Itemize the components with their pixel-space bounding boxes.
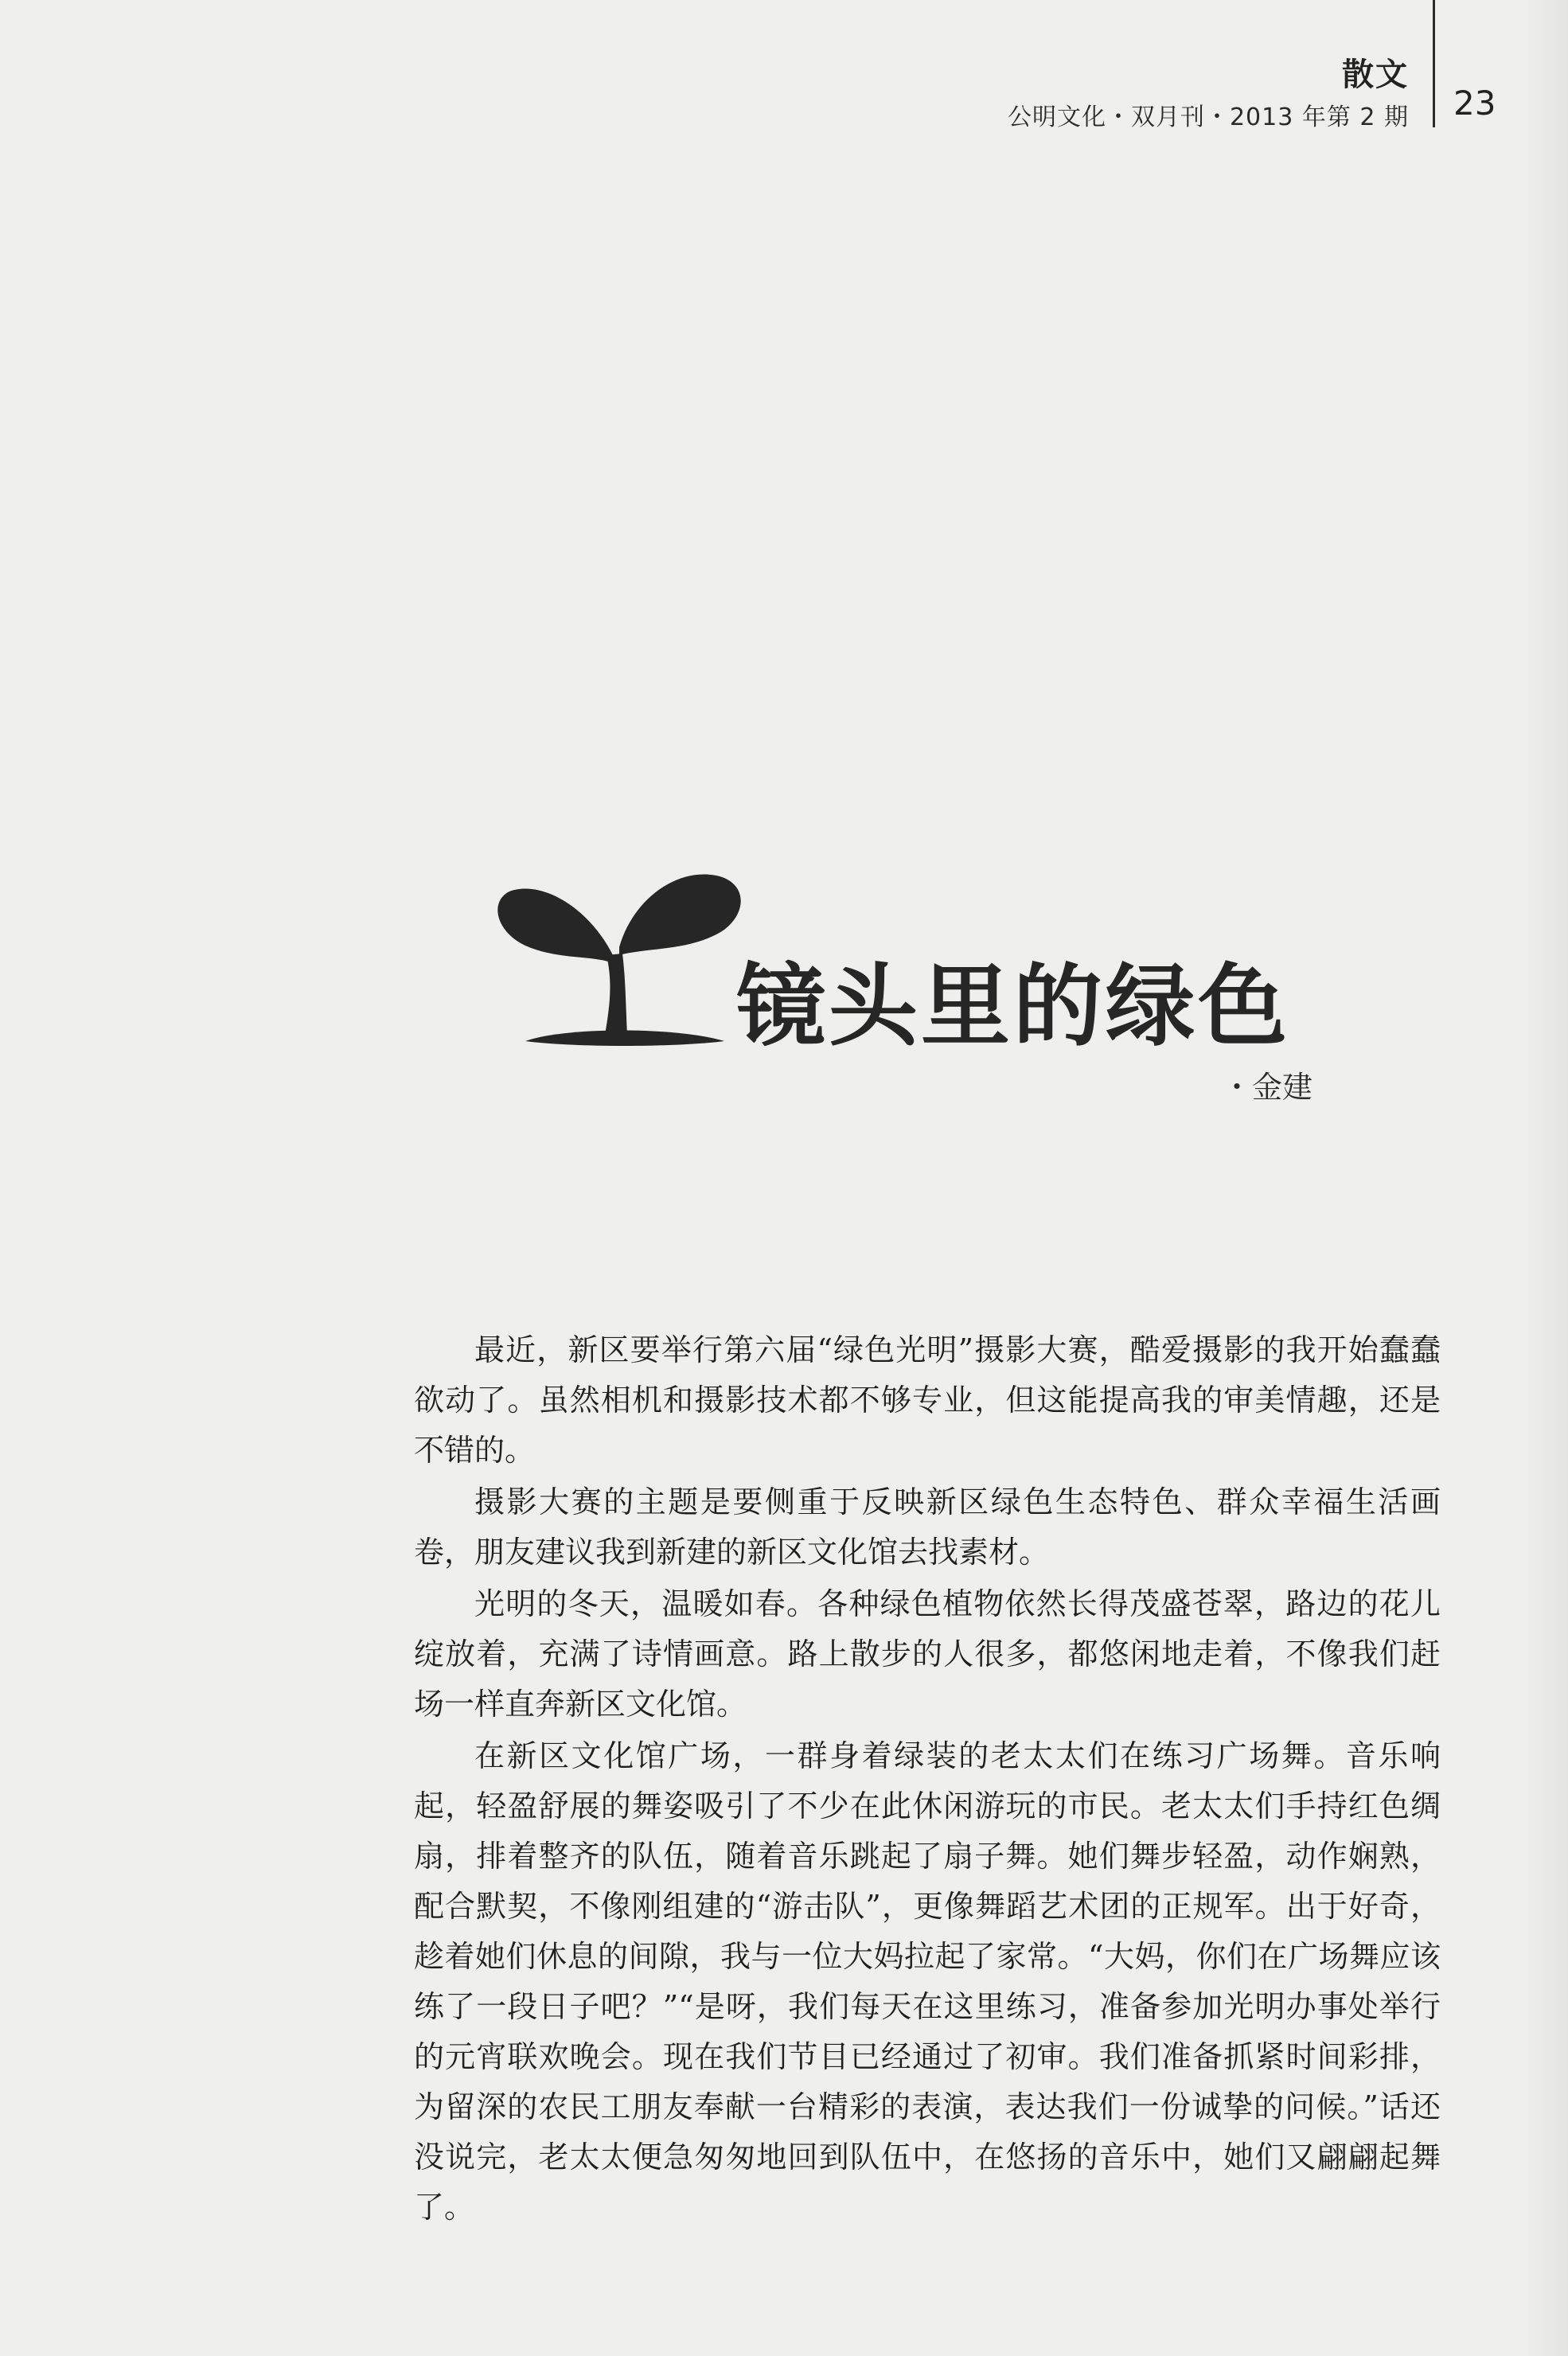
paragraph: 摄影大赛的主题是要侧重于反映新区绿色生态特色、群众幸福生活画卷，朋友建议我到新建的新区文化馆去找素材。 [414,1484,1441,1570]
paragraph: 最近，新区要举行第六届“绿色光明”摄影大赛，酷爱摄影的我开始蠢蠢欲动了。虽然相机和摄影技术都不够专业，但这能提高我的审美情趣，还是不错的。 [414,1332,1441,1468]
header-divider [1433,0,1435,127]
paragraph: 光明的冬天，温暖如春。各种绿色植物依然长得茂盛苍翠，路边的花儿绽放着，充满了诗情画意。路上散步的人很多，都悠闲地走着，不像我们赶场一样直奔新区文化馆。 [414,1586,1441,1722]
section-label: 散文 [1342,57,1409,93]
page-number: 23 [1453,84,1496,123]
paragraph: 在新区文化馆广场，一群身着绿装的老太太们在练习广场舞。音乐响起，轻盈舒展的舞姿吸引了不少在此休闲游玩的市民。老太太们手持红色绸扇，排着整齐的队伍，随着音乐跳起了扇子舞。她们舞步轻盈，动作娴熟，配合默契，不像刚组建的“游击队”，更像舞蹈艺术团的正规军。出于好奇，趁着她们休息的间隙，我与一位大妈拉起了家常。“大妈，你们在广场舞应该练了一段日子吧？”“是呀，我们每天在这里练习，准备参加光明办事处举行的元宵联欢晚会。现在我们节目已经通过了初审。我们准备抓紧时间彩排，为留深的农民工朋友奉献一台精彩的表演，表达我们一份诚挚的问候。”话还没说完，老太太便急匆匆地回到队伍中，在悠扬的音乐中，她们又翩翩起舞了。 [414,1738,1441,2225]
article-title: 镜头里的绿色 [736,955,1290,1059]
page-edge-shadow [1520,0,1568,2356]
sprout-icon [493,836,748,1051]
article-body [414,1325,1441,2234]
article-author: ・金建 [1222,1070,1313,1105]
journal-info: 公明文化・双月刊・2013 年第 2 期 [1007,103,1409,131]
